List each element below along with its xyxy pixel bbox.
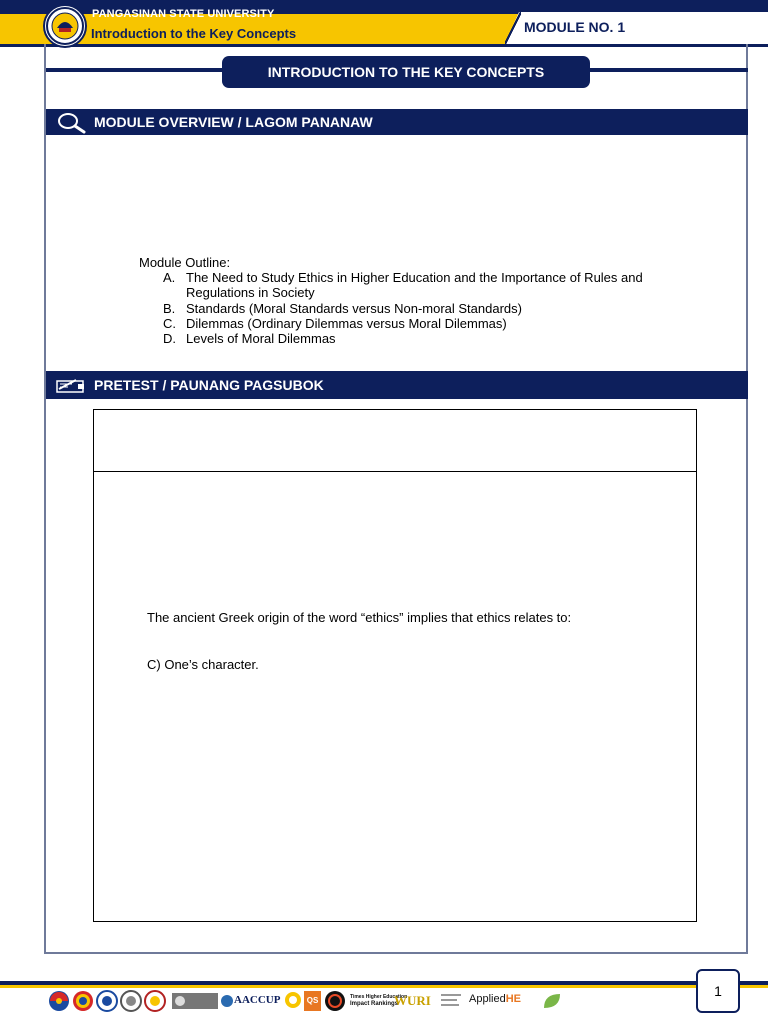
- appliedhe-he: HE: [505, 993, 521, 1005]
- gold-badge-icon: [284, 990, 302, 1012]
- outline-marker: A.: [163, 270, 176, 286]
- university-seal-icon: [43, 4, 87, 48]
- seal-icon: [144, 990, 166, 1012]
- outline-text: Dilemmas (Ordinary Dilemmas versus Moral Dilemmas): [186, 315, 507, 331]
- outline-marker: C.: [163, 315, 176, 331]
- module-tab-edge: [505, 12, 521, 44]
- outline-marker: D.: [163, 331, 176, 347]
- footer-gold-strip: [0, 985, 768, 988]
- outline-item: [139, 270, 666, 300]
- outline-text: The Need to Study Ethics in Higher Education and the Importance of Rules and Regulations in Society: [186, 270, 643, 301]
- module-outline: [139, 255, 666, 346]
- outline-text: Standards (Moral Standards versus Non-moral Standards): [186, 300, 522, 316]
- bagong-pilipinas-icon: [48, 990, 70, 1012]
- aaccup-globe-icon: [220, 990, 234, 1012]
- green-leaf-icon: [540, 990, 564, 1012]
- the-rankings-line1: Times Higher Education: [350, 994, 408, 1000]
- page-number: 1: [696, 969, 740, 1013]
- pretest-question: The ancient Greek origin of the word “ethics” implies that ethics relates to:: [147, 610, 572, 625]
- outline-title: Module Outline:: [139, 255, 231, 270]
- pretest-bar: [46, 371, 748, 399]
- wuri-logo: WURI: [394, 993, 431, 1008]
- ranking-circle-icon: [324, 990, 346, 1012]
- the-rankings-line2: Impact Rankings: [350, 1001, 399, 1007]
- appliedhe-logo: [469, 993, 521, 1005]
- pretest-box-divider: [94, 471, 696, 472]
- module-number: MODULE NO. 1: [524, 19, 626, 35]
- course-title: Introduction to the Key Concepts: [91, 26, 297, 41]
- qs-logo: QS: [304, 991, 321, 1011]
- seal-icon: [96, 990, 118, 1012]
- pretest-answer: C) One’s character.: [147, 657, 259, 672]
- seal-icon: [120, 990, 142, 1012]
- outline-marker: B.: [163, 300, 176, 316]
- magnifier-icon: [54, 110, 88, 134]
- pencil-test-icon: [54, 372, 88, 396]
- module-overview-heading: MODULE OVERVIEW / LAGOM PANANAW: [94, 114, 373, 130]
- wuri-text-block-icon: [440, 990, 462, 1012]
- certification-badge-icon: [172, 990, 218, 1012]
- outline-item: [139, 316, 666, 331]
- module-overview-bar: [46, 109, 748, 135]
- asean-icon: [72, 990, 94, 1012]
- aaccup-logo: AACCUP: [234, 994, 281, 1006]
- appliedhe-word: Applied: [469, 993, 506, 1005]
- outline-item: [139, 331, 666, 346]
- pretest-heading: PRETEST / PAUNANG PAGSUBOK: [94, 377, 324, 393]
- accreditation-logos: [48, 990, 568, 1014]
- outline-list: [139, 270, 666, 346]
- page-title: INTRODUCTION TO THE KEY CONCEPTS: [222, 56, 590, 88]
- university-name: PANGASINAN STATE UNIVERSITY: [92, 8, 275, 20]
- outline-text: Levels of Moral Dilemmas: [186, 331, 336, 347]
- outline-item: [139, 301, 666, 316]
